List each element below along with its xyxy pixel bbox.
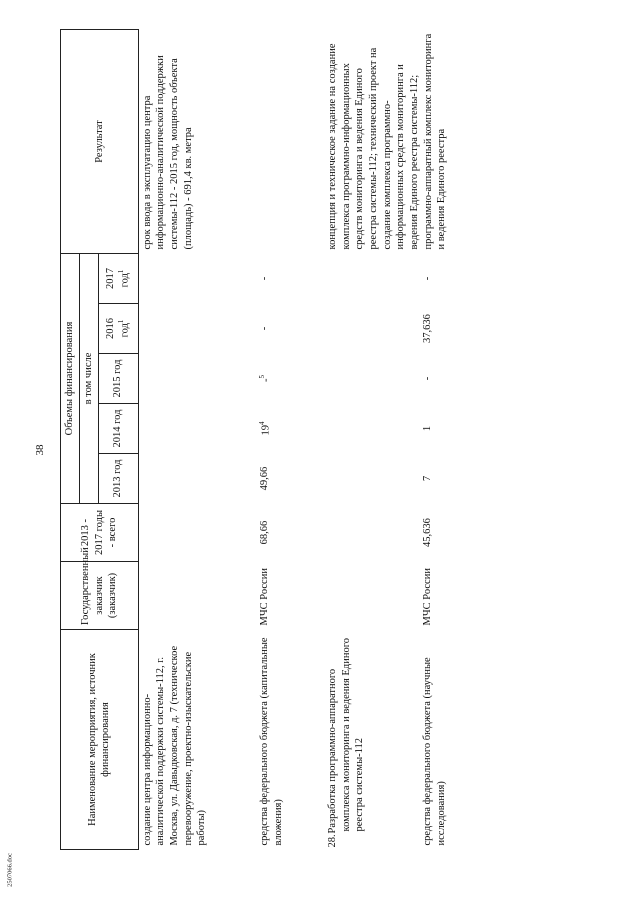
header-2015: 2015 год — [98, 354, 138, 404]
header-2014: 2014 год — [98, 404, 138, 454]
row-name: средства федерального бюджета (научные исследования) — [422, 657, 447, 846]
row-2013: 49,66 — [259, 466, 271, 491]
row-2014: $19^4$ — [258, 421, 272, 436]
header-name: Наименование мероприятия, источник финансирования — [61, 630, 139, 850]
header-result: Результат — [61, 30, 139, 254]
row-customer: МЧС России — [259, 568, 271, 626]
row-customer: МЧС России — [422, 568, 434, 626]
funding-table — [60, 29, 451, 850]
header-funding: Объемы финансирования — [61, 254, 80, 504]
row-2014: 1 — [422, 425, 434, 432]
header-total: 2013 - 2017 годы - всего — [61, 504, 139, 562]
row-2017: - — [422, 276, 434, 281]
table-header — [61, 30, 139, 850]
row-2015: - — [422, 376, 434, 381]
row-result: концепция и техническое задание на создание комплекса программно-информационных средств мониторинга и ведения Единого реестра системы-112; технический проект на создание комплекса программно-информационных средств мониторинга и ведения Единого реестра системы-112; программно-аппаратный комплекс мониторинга и ведения Единого реестра — [327, 33, 448, 250]
header-2013: 2013 год — [98, 454, 138, 504]
row-number: 28. — [327, 834, 339, 848]
table-row — [324, 30, 419, 850]
table-row — [256, 30, 324, 850]
header-customer: Государственный заказчик (заказчик) — [61, 562, 139, 630]
row-total: 68,66 — [259, 520, 271, 545]
header-2017: 2017 год$^1$ — [98, 254, 138, 304]
header-incl: в том числе — [80, 254, 99, 504]
row-2017: - — [259, 276, 271, 281]
row-2013: 7 — [422, 475, 434, 482]
row-2016: - — [259, 326, 271, 331]
row-name: 28.Разработка программно-аппаратного комплекса мониторинга и ведения Единого реестра системы-112 — [327, 637, 366, 848]
row-name: создание центра информационно-аналитической поддержки системы-112, г. Москва, ул. Давыдковская, д. 7 (техническое перевооружение, проектно-изыскательские работы) — [141, 645, 208, 846]
row-2015: -$^5$ — [258, 375, 272, 382]
header-2016: 2016 год$^1$ — [98, 304, 138, 354]
rotated-page-content — [60, 30, 590, 850]
table-row — [138, 30, 256, 850]
row-total: 45,636 — [422, 518, 434, 547]
page-number: 38 — [34, 444, 46, 456]
row-2016: 37,636 — [422, 314, 434, 343]
row-name: средства федерального бюджета (капитальные вложения) — [259, 637, 284, 846]
footer-code: 2507066.doc — [6, 853, 14, 887]
row-result: срок ввода в эксплуатацию центра информационно-аналитической поддержки системы-112 - 2015 год, мощность объекта (площадь) - 691,4 кв. метра — [141, 55, 194, 250]
